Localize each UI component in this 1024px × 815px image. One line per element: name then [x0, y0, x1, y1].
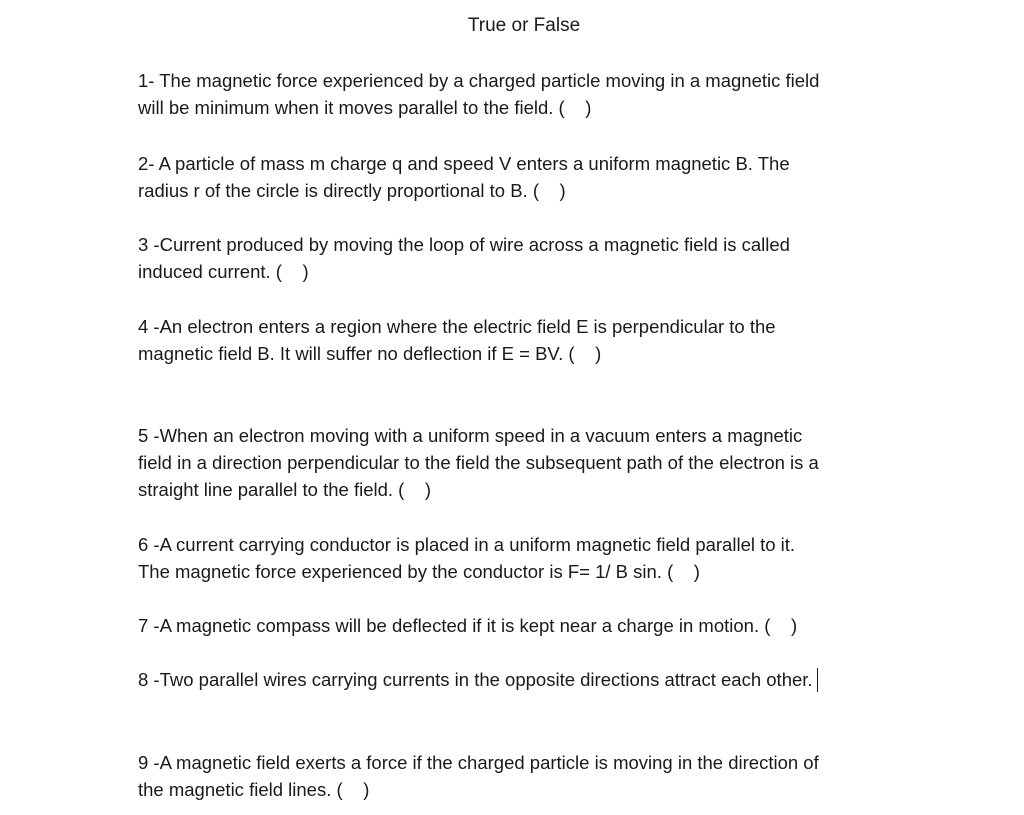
question-7-line-1: 7 -A magnetic compass will be deflected if it is kept near a charge in motion. ( ): [138, 615, 798, 636]
page-title: True or False: [467, 15, 581, 36]
question-6-line-1: 6 -A current carrying conductor is placed in a uniform magnetic field parallel to it.: [138, 534, 796, 555]
question-1-line-2: will be minimum when it moves parallel to the field. ( ): [138, 97, 592, 118]
question-9-line-1: 9 -A magnetic field exerts a force if the charged particle is moving in the direction of: [138, 752, 819, 773]
question-4-line-1: 4 -An electron enters a region where the electric field E is perpendicular to the: [138, 316, 776, 337]
question-7: [138, 612, 918, 639]
question-5: [138, 422, 918, 503]
question-2-line-2: radius r of the circle is directly proportional to B. ( ): [138, 180, 566, 201]
question-5-line-1: 5 -When an electron moving with a uniform speed in a vacuum enters a magnetic: [138, 425, 803, 446]
question-8: [138, 666, 918, 693]
question-5-line-3: straight line parallel to the field. ( ): [138, 479, 432, 500]
question-5-line-2: field in a direction perpendicular to the field the subsequent path of the electron is a: [138, 452, 819, 473]
question-2-line-1: 2- A particle of mass m charge q and speed V enters a uniform magnetic B. The: [138, 153, 790, 174]
question-4-line-2: magnetic field B. It will suffer no deflection if E = BV. ( ): [138, 343, 602, 364]
text-cursor: [817, 668, 818, 692]
question-2: [138, 150, 918, 204]
question-9: [138, 749, 918, 803]
question-4: [138, 313, 918, 367]
question-6-line-2: The magnetic force experienced by the conductor is F= 1/ B sin. ( ): [138, 561, 700, 582]
question-8-line-1: 8 -Two parallel wires carrying currents in the opposite directions attract each other.: [138, 669, 813, 690]
question-1-line-1: 1- The magnetic force experienced by a charged particle moving in a magnetic field: [138, 70, 820, 91]
question-3-line-1: 3 -Current produced by moving the loop of wire across a magnetic field is called: [138, 234, 790, 255]
question-6: [138, 531, 918, 585]
question-3-line-2: induced current. ( ): [138, 261, 309, 282]
question-3: [138, 231, 918, 285]
question-1: [138, 67, 918, 121]
question-9-line-2: the magnetic field lines. ( ): [138, 779, 370, 800]
